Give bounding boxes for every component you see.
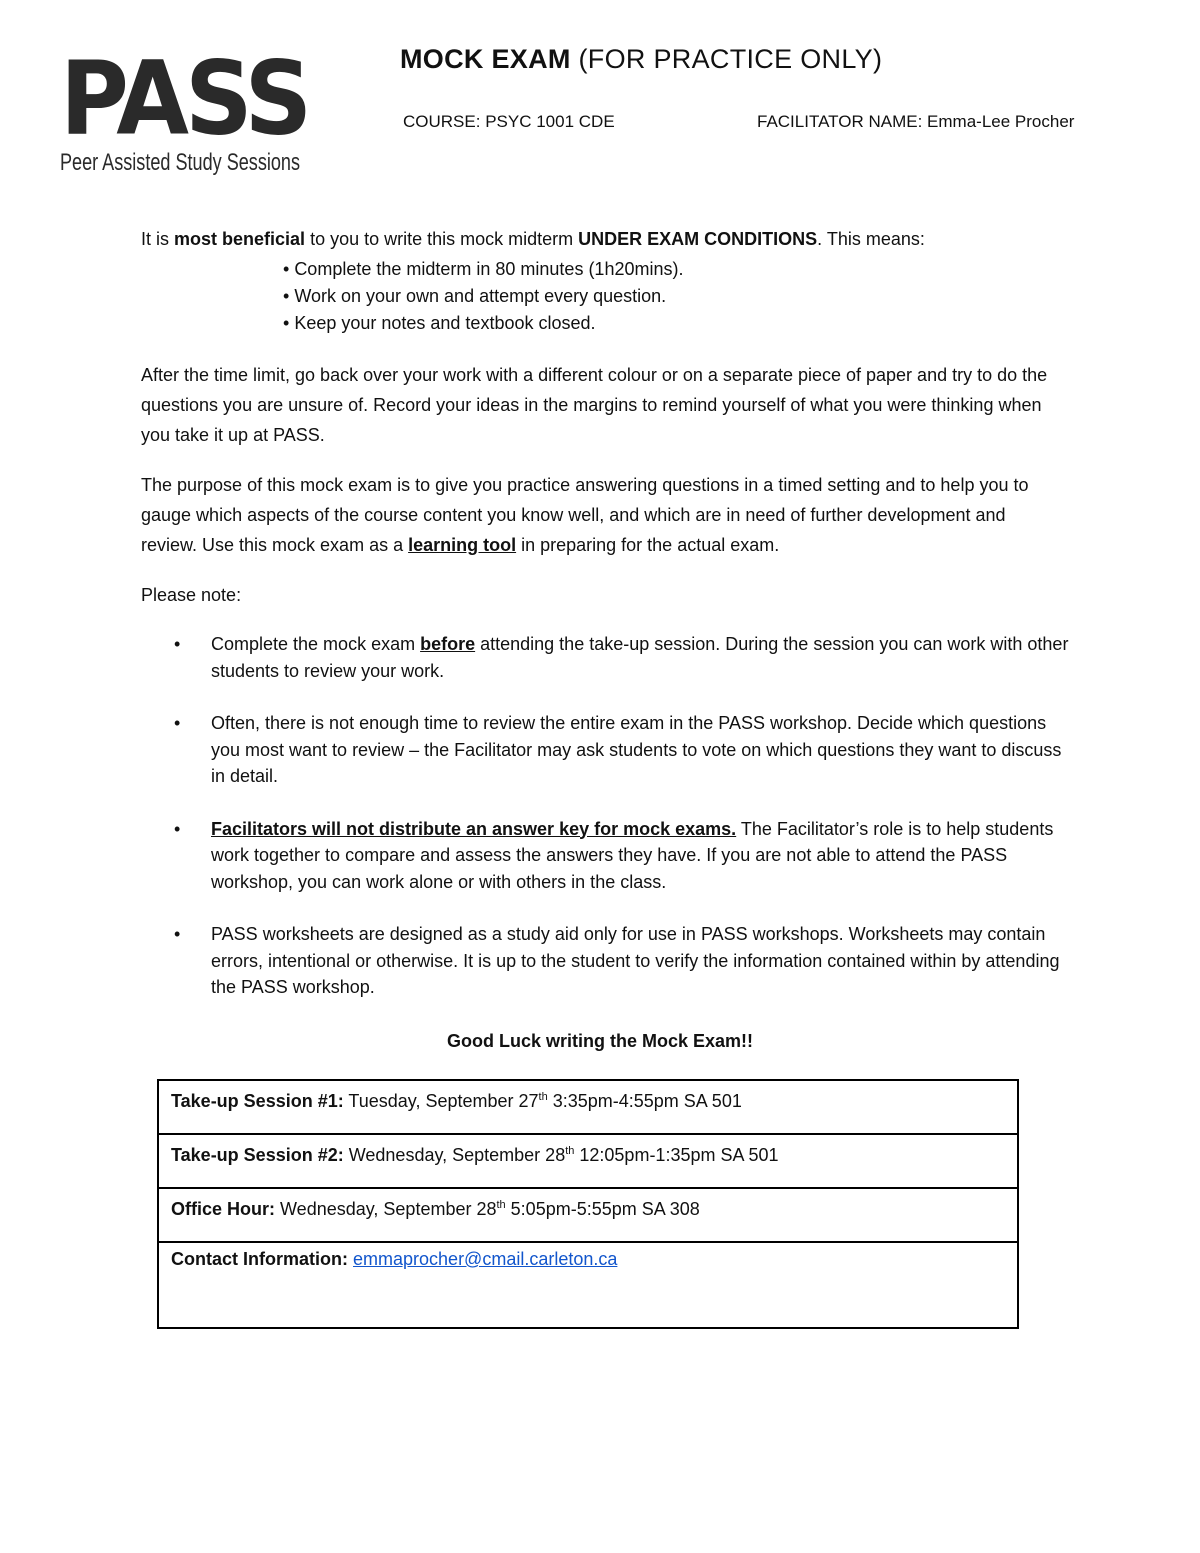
schedule-table [157,1079,1019,1329]
table-row: Take-up Session #2: Wednesday, September 28th 12:05pm-1:35pm SA 501 [159,1135,1017,1189]
course-line [403,112,615,132]
good-luck-heading: Good Luck writing the Mock Exam!! [446,1031,754,1051]
list-item: • PASS worksheets are designed as a study aid only for use in PASS workshops. Worksheets may contain errors, intentional or otherwise. It is up to the student to verify the information contained within by attending the PASS workshop. [170,921,1070,1001]
bullet-icon: • [174,634,181,654]
please-note-label: Please note: [141,585,242,605]
list-item: • Often, there is not enough time to review the entire exam in the PASS workshop. Decide which questions you most want to review – the Facilitator may ask students to vote on which questions they want to discuss in detail. [170,710,1070,790]
exam-title-rest: (FOR PRACTICE ONLY) [578,44,883,74]
logo-wordmark: PASS [60,40,309,159]
list-item: • Work on your own and attempt every question. [283,286,667,306]
logo-tagline: Peer Assisted Study Sessions [60,149,300,176]
list-item: • Facilitators will not distribute an answer key for mock exams. The Facilitator’s role is to help students work together to compare and assess the answers they have. If you are not able to attend the PASS workshop, you can work alone or with others in the class. [170,816,1070,896]
list-item: • Complete the midterm in 80 minutes (1h20mins). [283,259,684,279]
facilitator-label: FACILITATOR NAME: [757,112,923,131]
purpose-paragraph: The purpose of this mock exam is to give you practice answering questions in a timed setting and to help you to gauge which aspects of the course content you know well, and which are in need of further development and review. Use this mock exam as a learning tool in preparing for the actual exam. [141,475,1029,555]
exam-title [400,44,882,75]
facilitator-value: Emma-Lee Procher [927,112,1075,131]
notes-list [170,631,1070,1027]
contact-email-link[interactable]: emmaprocher@cmail.carleton.ca [353,1249,618,1269]
list-item: • Complete the mock exam before attending the take-up session. During the session you can work with other students to review your work. [170,631,1070,684]
intro-paragraph: It is most beneficial to you to write this mock midterm UNDER EXAM CONDITIONS. This means: [141,229,925,249]
course-label: COURSE: [403,112,481,131]
bullet-icon: • [174,818,181,839]
table-row: Office Hour: Wednesday, September 28th 5:05pm-5:55pm SA 308 [159,1189,1017,1243]
exam-title-bold: MOCK EXAM [400,44,571,74]
table-row: Take-up Session #1: Tuesday, September 27th 3:35pm-4:55pm SA 501 [159,1081,1017,1135]
facilitator-line [757,112,1074,132]
bullet-icon: • [174,924,181,944]
bullet-icon: • [174,713,181,733]
pass-logo [58,32,308,182]
after-time-paragraph: After the time limit, go back over your work with a different colour or on a separate piece of paper and try to do the questions you are unsure of. Record your ideas in the margins to remind yourself of what you were thinking when you take it up at PASS. [141,365,1048,445]
list-item: • Keep your notes and textbook closed. [283,313,596,333]
course-value: PSYC 1001 CDE [485,112,615,131]
exam-conditions-list [283,256,683,337]
table-row: Contact Information: emmaprocher@cmail.carleton.ca [171,1249,618,1269]
